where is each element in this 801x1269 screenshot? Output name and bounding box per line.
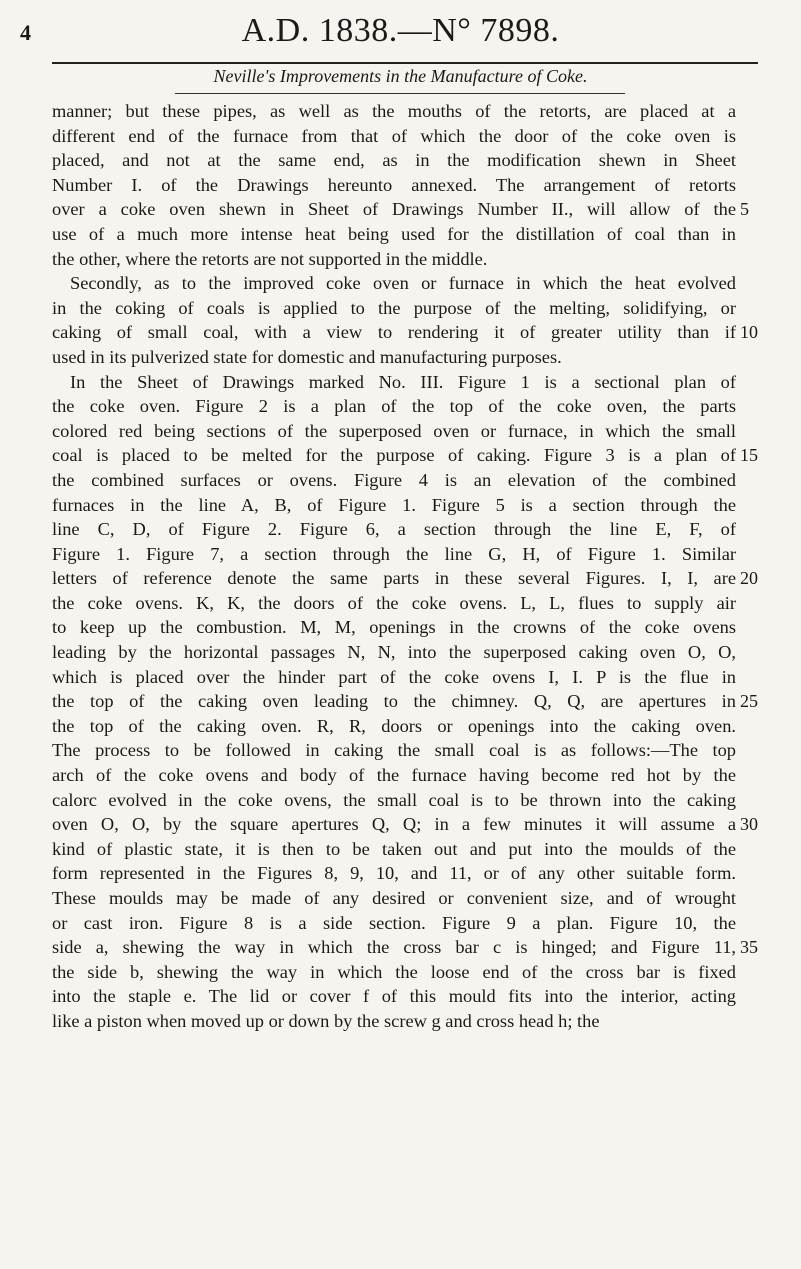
text-line: to keep up the combustion. M, M, openings in the crowns of the coke ovens (52, 617, 736, 638)
margin-line-number: 20 (740, 568, 758, 589)
body-text (52, 99, 736, 1034)
text-line: the coke oven. Figure 2 is a plan of the top of the coke oven, the parts (52, 396, 736, 417)
text-line: calorc evolved in the coke ovens, the small coal is to be thrown into the caking (52, 789, 736, 810)
text-line: coal is placed to be melted for the purpose of caking. Figure 3 is a plan of (52, 445, 736, 466)
page-number: 4 (20, 20, 31, 45)
text-line: manner; but these pipes, as well as the mouths of the retorts, are placed at a (52, 101, 736, 121)
text-line: the side b, shewing the way in which the loose end of the cross bar is fixed (52, 961, 736, 982)
text-line: the coke ovens. K, K, the doors of the coke ovens. L, L, flues to supply air (52, 592, 736, 613)
running-head-rule (175, 93, 625, 94)
text-line: caking of small coal, with a view to rendering it of greater utility than if (52, 322, 736, 343)
text-line: side a, shewing the way in which the cross bar c is hinged; and Figure 11, (52, 937, 736, 958)
page-title: A.D. 1838.—N° 7898. (241, 12, 560, 49)
text-line: leading by the horizontal passages N, N, into the superposed caking oven O, O, (52, 642, 736, 663)
text-line: the other, where the retorts are not supported in the middle. (52, 248, 488, 269)
margin-line-number: 10 (740, 322, 758, 343)
text-line: or cast iron. Figure 8 is a side section. Figure 9 a plan. Figure 10, the (52, 912, 736, 933)
text-line: Number I. of the Drawings hereunto annexed. The arrangement of retorts (52, 174, 736, 195)
text-line: over a coke oven shewn in Sheet of Drawings Number II., will allow of the (52, 199, 736, 220)
text-line: the top of the caking oven leading to the chimney. Q, Q, are apertures in (52, 691, 736, 712)
text-line: used in its pulverized state for domestic and manufacturing purposes. (52, 346, 562, 367)
margin-line-number: 15 (740, 445, 758, 466)
margin-line-number: 35 (740, 937, 758, 958)
text-line: the top of the caking oven. R, R, doors or openings into the caking oven. (52, 715, 736, 736)
text-line: In the Sheet of Drawings marked No. III. Figure 1 is a sectional plan of (70, 371, 736, 392)
text-line: in the coking of coals is applied to the purpose of the melting, solidifying, or (52, 297, 736, 318)
text-line: different end of the furnace from that of which the door of the coke oven is (52, 125, 736, 146)
text-line: arch of the coke ovens and body of the furnace having become red hot by the (52, 765, 736, 786)
running-head: Neville's Improvements in the Manufacture of Coke. (213, 66, 588, 86)
text-line: the combined surfaces or ovens. Figure 4 is an elevation of the combined (52, 469, 736, 490)
text-line: placed, and not at the same end, as in the modification shewn in Sheet (52, 150, 736, 171)
text-line: furnaces in the line A, B, of Figure 1. Figure 5 is a section through the (52, 494, 736, 515)
header-rule (52, 62, 758, 64)
margin-line-number: 25 (740, 691, 758, 712)
text-line: like a piston when moved up or down by the screw g and cross head h; the (52, 1010, 600, 1031)
text-line: into the staple e. The lid or cover f of this mould fits into the interior, acting (52, 986, 736, 1007)
text-line: Secondly, as to the improved coke oven or furnace in which the heat evolved (70, 273, 736, 294)
margin-line-number: 5 (740, 199, 749, 220)
margin-line-number: 30 (740, 814, 758, 835)
text-line: use of a much more intense heat being used for the distillation of coal than in (52, 223, 736, 244)
text-line: The process to be followed in caking the small coal is as follows:—The top (52, 740, 736, 761)
text-line: letters of reference denote the same parts in these several Figures. I, I, are (52, 568, 736, 589)
text-line: oven O, O, by the square apertures Q, Q; in a few minutes it will assume a (52, 814, 736, 835)
text-line: line C, D, of Figure 2. Figure 6, a section through the line E, F, of (52, 519, 736, 540)
text-line: which is placed over the hinder part of the coke ovens I, I. P is the flue in (52, 666, 736, 687)
text-line: colored red being sections of the superposed oven or furnace, in which the small (52, 420, 736, 441)
text-line: kind of plastic state, it is then to be taken out and put into the moulds of the (52, 838, 736, 859)
text-line: These moulds may be made of any desired or convenient size, and of wrought (52, 888, 736, 908)
text-line: form represented in the Figures 8, 9, 10, and 11, or of any other suitable form. (52, 863, 736, 884)
text-line: Figure 1. Figure 7, a section through the line G, H, of Figure 1. Similar (52, 543, 736, 564)
